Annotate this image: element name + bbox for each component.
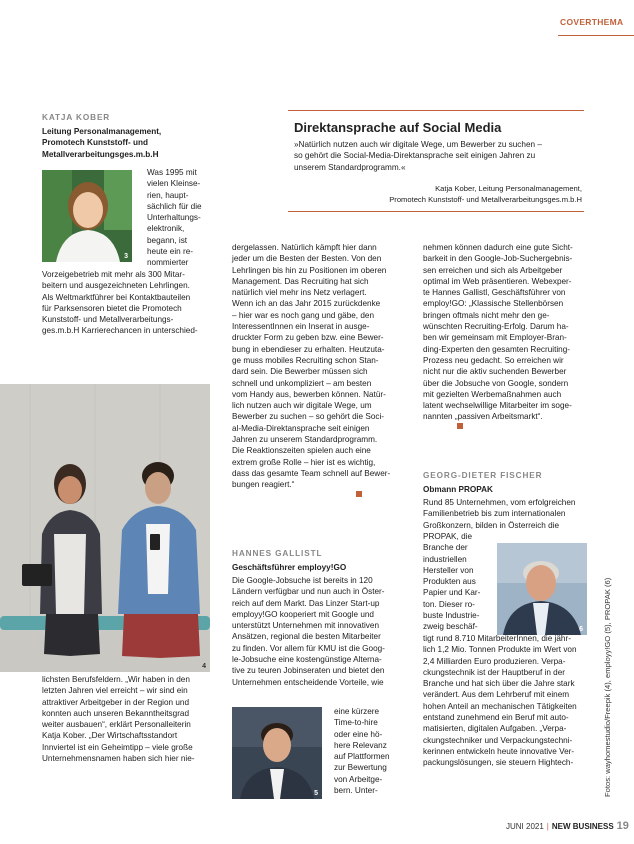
gallistl-role: Geschäftsführer employy!GO [232,563,347,572]
workers-photo [0,384,210,672]
page-footer [506,820,629,832]
column3-text: nehmen können dadurch eine gute Sicht- barkeit in den Google-Job-Suchergebnis- sen erreichen und sich als Arbeitgeber optimal im Web präsentieren. Webexper- te Hannes Gallistl, Geschäftsführer von employ!GO: „Klassische Stellenbörsen bringen oftmals nicht mehr den ge- wünschten Recruiting-Erfolg. Darum ha- ben wir gemeinsam mit Employer-Bran- ding-Experten den gesamten Recruiting- Prozess neu gedacht. So erreichen wir nicht nur die aktiv suchenden Bewerber über die Jobsuche von Google, sondern mit gezielten Werbemaßnahmen auch latent wechselwillige Mitarbeiter im soge- nannten „passiven Arbeitsmarkt“. [423,242,573,429]
fischer-role: Obmann PROPAK [423,485,493,494]
kober-role: Leitung Personalmanagement, Promotech Kunststoff- und Metallverarbeitungsges.m.b.H [42,127,162,159]
fischer-photo [497,543,587,635]
photo-number: 5 [314,790,318,797]
end-mark [356,491,362,497]
photo-number: 6 [579,626,583,633]
fischer-wrap-text: PROPAK, die Branche der industriellen Hersteller von Produkten aus Papier und Kar- ton. Dieser ro- buste Industrie- zweig beschäf- [423,532,481,632]
page-number: 19 [616,820,629,832]
kober-wrap-text: Was 1995 mit vielen Kleinse- rien, haupt- sächlich für die Unterhaltungs- elektronik, begann, ist heute ein re- nommierter [147,168,202,268]
fischer-text: Rund 85 Unternehmen, vom erfolgreichen Familienbetrieb bis zum internationalen Großkonzern, bilden in Österreich die [423,498,576,530]
column2-text: dergelassen. Natürlich kämpft hier dann jeder um die Besten der Besten. Von den Lehrlingen bis hin zu Positionen im oberen Management. Das Recruiting hat sich natürlich viel mehr ins Netz verlagert. Wenn ich an das Jahr 2015 zurückdenke – hier war es noch gang und gäbe, den InteressentInnen ein Inserat in ausge- druckter Form zu geben bzw. eine Bewer- bung in ebendieser zu erhalten. Heutzuta- ge muss mobiles Recruiting schon Stan- dard sein. Die Bewerber müssen sich schnell und unkompliziert – am besten vom Handy aus, bewerben können. Natür- lich nutzen auch wir digitale Wege, um Bewerber zu suchen – so gehört die Soci- al-Media-Direktansprache seit einigen Jahren zu unserem Standardprogramm. Die Reaktionszeiten spielen auch eine extrem große Rolle – hier ist es wichtig, dass das gesamte Team schnell auf Bewer- bungen reagiert.“ [232,242,390,497]
quote-box-title: Direktansprache auf Social Media [294,120,502,135]
kober-text: Vorzeigebetrieb mit mehr als 300 Mitar- beitern und ausgezeichneten Lehrlingen. Als Weltmarktführer bei Kontaktbauteilen für Parksensoren bietet die Promotech Kunststoff- und Metallverarbeitungs- ges.m.b.H Karrierechancen in unterschied- [42,270,198,336]
photo-number: 3 [124,253,128,260]
quote-box-top-rule [288,110,584,111]
gallistl-name: HANNES GALLISTL [232,549,323,558]
kober-name: KATJA KOBER [42,113,111,122]
photo-credit: Fotos: wayhomestudio/Freepik (4), employy!GO (5), PROPAK (6) [603,577,612,797]
gallistl-wrap-text: eine kürzere Time-to-hire oder eine hö- here Relevanz auf Plattformen zur Bewertung von Arbeitge- bern. Unter- [334,707,390,796]
quote-box-quote: »Natürlich nutzen auch wir digitale Wege, um Bewerber zu suchen – so gehört die Social-Media-Direktansprache seit einigen Jahren zu unserem Standardprogramm.« [294,140,542,172]
gallistl-photo [232,707,322,799]
end-mark [457,423,463,429]
section-rule [558,35,634,36]
fischer-name: GEORG-DIETER FISCHER [423,471,543,480]
kober-photo [42,170,132,262]
kober-bottom-text: lichsten Berufsfeldern. „Wir haben in den letzten Jahren viel erreicht – wir sind ein attraktiver Arbeitgeber in der Region und konnten auch unseren Bekanntheitsgrad weiter ausbauen“, erklärt Personalleiterin Katja Kober. „Der Wirtschaftsstandort Innviertel ist ein Geheimtipp – viele große Unternehmensnamen haben sich hier nie- [42,675,195,764]
fischer-bottom-text: tigt rund 8.710 MitarbeiterInnen, die jähr- lich 1,2 Mio. Tonnen Produkte im Wert von 2,4 Milliarden Euro produzieren. Verpa- ckungstechnik ist der Hauptberuf in der Branche und hat sich über die Jahre stark verändert. Aus dem Lehrberuf mit einem hohen Anteil an mechanischen Tätigkeiten entstand zunehmend ein Beruf mit auto- matisierten, digitalen Aufgaben. „Verpa- ckungstechniker und Verpackungstechni- kerinnen entwickeln heute innovative Ver- packungslösungen, sie steuern Hightech- [423,634,577,768]
footer-magazine: NEW BUSINESS [551,822,614,831]
gallistl-text: Die Google-Jobsuche ist bereits in 120 Ländern verfügbar und nun auch in Öster- reich auf dem Markt. Das Linzer Start-up employy!GO kooperiert mit Google und unterstützt Unternehmen mit innovativen Ansätzen, regional die besten Mitarbeiter zu finden. Vor allem für KMU ist die Goog- le-Jobsuche eine kostengünstige Alterna- tive zu teuren Jobinseraten und bietet den Unternehmen entscheidende Vorteile, wie [232,576,385,687]
quote-box-attribution: Katja Kober, Leitung Personalmanagement, Promotech Kunststoff- und Metallverarbeitungsges.m.b.H [389,184,582,205]
footer-date: JUNI 2021 [506,822,544,831]
quote-box-bottom-rule [288,211,584,212]
footer-separator: | [546,822,549,831]
section-label: COVERTHEMA [560,17,624,27]
photo-number: 4 [202,663,206,670]
